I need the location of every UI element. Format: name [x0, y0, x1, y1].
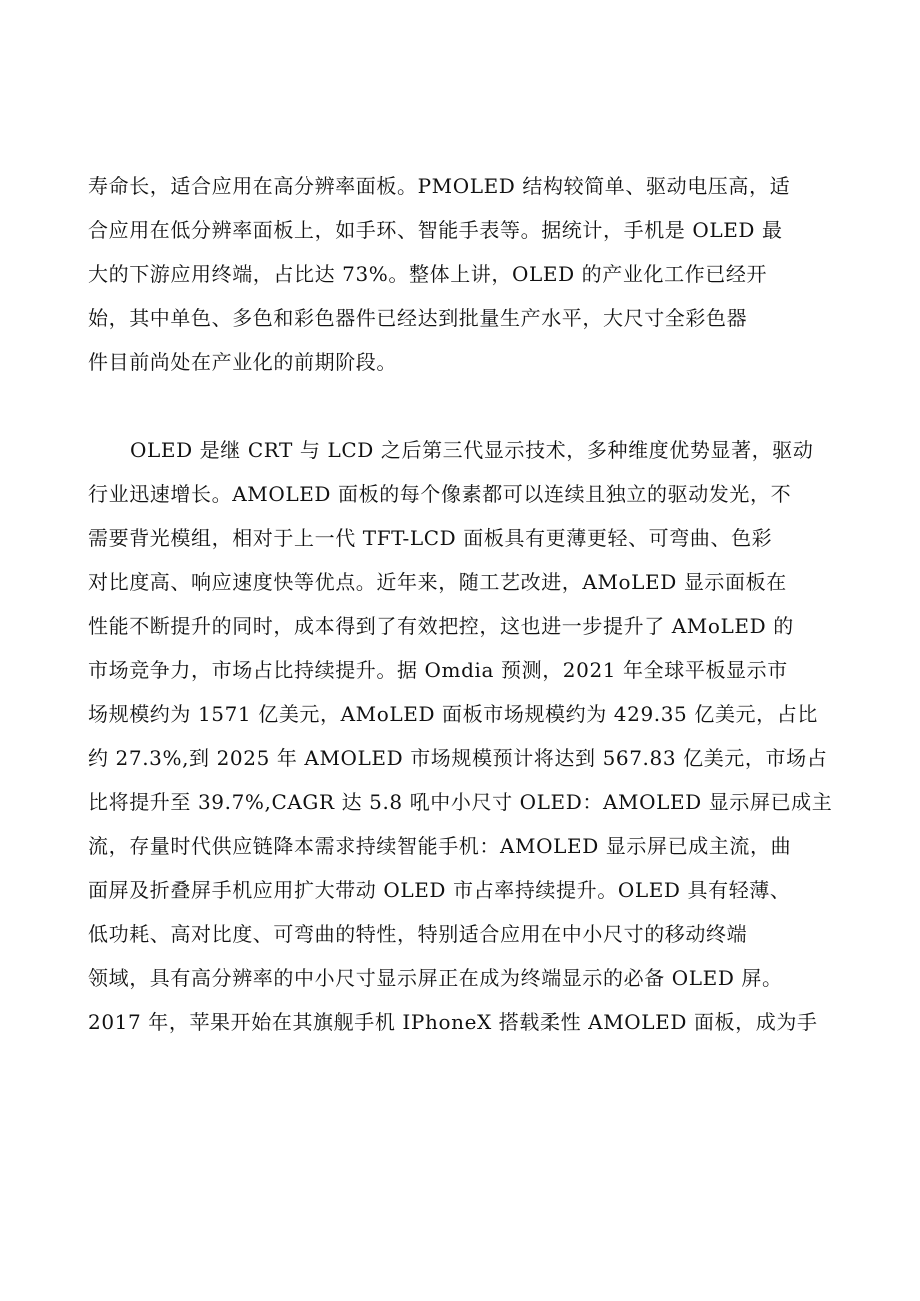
text-line: 比将提升至 39.7%,CAGR 达 5.8 吼中小尺寸 OLED：AMOLED 显示屏已成主 — [88, 790, 833, 814]
text-line: 需要背光模组，相对于上一代 TFT-LCD 面板具有更薄更轻、可弯曲、色彩 — [88, 526, 773, 550]
text-line: 行业迅速增长。AMOLED 面板的每个像素都可以连续且独立的驱动发光，不 — [88, 482, 792, 506]
text-line: 大的下游应用终端，占比达 73%。整体上讲，OLED 的产业化工作已经开 — [88, 262, 768, 286]
text-line: 合应用在低分辨率面板上，如手环、智能手表等。据统计，手机是 OLED 最 — [88, 218, 783, 242]
text-line: 领域，具有高分辨率的中小尺寸显示屏正在成为终端显示的必备 OLED 屏。 — [88, 966, 783, 990]
text-line: 寿命长，适合应用在高分辨率面板。PMOLED 结构较简单、驱动电压高，适 — [88, 174, 791, 198]
text-line: 对比度高、响应速度快等优点。近年来，随工艺改进，AMoLED 显示面板在 — [88, 570, 787, 594]
text-line: 低功耗、高对比度、可弯曲的特性，特别适合应用在中小尺寸的移动终端 — [88, 922, 748, 946]
text-line: 2017 年，苹果开始在其旗舰手机 IPhoneX 搭载柔性 AMOLED 面板，成为手 — [88, 1010, 818, 1034]
text-line: 约 27.3%,到 2025 年 AMOLED 市场规模预计将达到 567.83 亿美元，市场占 — [88, 746, 828, 770]
text-line: 场规模约为 1571 亿美元，AMoLED 面板市场规模约为 429.35 亿美元，占比 — [88, 702, 818, 726]
text-line: 面屏及折叠屏手机应用扩大带动 OLED 市占率持续提升。OLED 具有轻薄、 — [88, 878, 791, 902]
text-line: OLED 是继 CRT 与 LCD 之后第三代显示技术，多种维度优势显著，驱动 — [130, 438, 814, 462]
text-line: 性能不断提升的同时，成本得到了有效把控，这也进一步提升了 AMoLED 的 — [88, 614, 794, 638]
text-line: 始，其中单色、多色和彩色器件已经达到批量生产水平，大尺寸全彩色器 — [88, 306, 748, 330]
text-line: 市场竞争力，市场占比持续提升。据 Omdia 预测，2021 年全球平板显示市 — [88, 658, 788, 682]
text-line: 件目前尚处在产业化的前期阶段。 — [88, 350, 397, 374]
text-line: 流，存量时代供应链降本需求持续智能手机：AMOLED 显示屏已成主流，曲 — [88, 834, 792, 858]
